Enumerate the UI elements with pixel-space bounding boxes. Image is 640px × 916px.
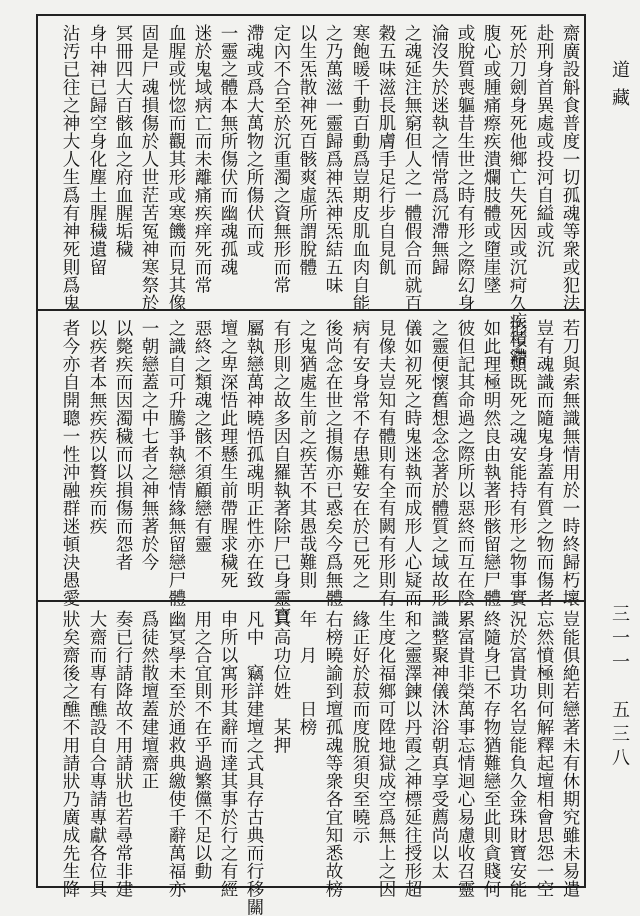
text-column: 大齋而專有醮設自合專請專獻各位具 [87, 610, 107, 898]
text-column: 固是尸魂損傷於人世茫苦冤神寒祭於 [139, 24, 159, 312]
text-column: 豈能俱絶若戀著未有休期究雖未易遣 [560, 610, 580, 898]
text-column: 以疾者本無疾疾以贅疾而疾 [87, 319, 107, 535]
text-column: 生度化福鄉可陞地獄成空爲無上之因 [376, 610, 396, 898]
text-column: 緣正好於菽而度脫須臾至曉示 [350, 610, 370, 844]
text-column: 惡終之類魂之骸不須顧戀有靈 [192, 319, 212, 553]
text-column: 見像夫豈知有體則有全有闕有形則有 [376, 319, 396, 607]
text-column: 一朝戀蓋之中七者之神無著於今 [139, 319, 159, 571]
text-column: 之魂延注無窮但人之一體假合而就百 [402, 24, 422, 312]
text-column: 右榜曉諭到壇孤魂等衆各宜知悉故榜 [323, 610, 343, 898]
text-column: 識整聚神儀沐浴朝真享受薦尚以太 [429, 610, 449, 880]
text-column: 或脫質喪軀昔生世之時有形之際幻身 [455, 24, 475, 312]
text-column: 齋廣設斛食普度一切孤魂等衆或犯法 [560, 24, 580, 312]
text-column: 形之類既死之魂安能持有形之物事實 [507, 319, 527, 607]
text-column: 累富貴非榮萬事忘情迴心易慮收召靈 [455, 610, 475, 898]
text-column: 穀五味滋長肌膚手足行步自見飢 [376, 24, 396, 276]
text-column: 一靈之體本無所傷伏而幽魂孤魂 [218, 24, 238, 276]
text-column: 狀矣齋後之醮不用請狀乃廣成先生降 [60, 610, 80, 898]
text-column: 死於刀劍身死他鄉亡失死因或沉疴久疾積滯 [507, 24, 527, 366]
text-column: 凡中 竊詳建壇之式具存古典而行移關 [244, 610, 264, 916]
text-column: 之鬼猶處生前之疾苦不其愚哉難則 [297, 319, 317, 589]
text-column: 寒飽暖千動百動爲豈期皮肌血肉自能 [350, 24, 370, 312]
text-column: 年 月 日榜 [297, 610, 317, 736]
text-column: 幽冥學未至於通救典繳使千辭萬福亦 [166, 610, 186, 898]
text-column: 身中神已歸空身化塵土腥穢遺留 [87, 24, 107, 276]
text-column: 迷於鬼域病亡而未離痛疾痒死而常 [192, 24, 212, 294]
upper-register [38, 16, 584, 366]
side-header: 道藏 [609, 60, 630, 116]
text-column: 之乃萬滋一靈歸爲神炁神炁結五味 [323, 24, 343, 294]
text-column: 爲徒然散壇蓋建壇齋正 [139, 610, 159, 790]
text-column: 用之合宜則不在乎過繁儻不足以動 [192, 610, 212, 880]
text-column: 腹心或腫痛瘵疾潰爛肢體或墮崖墜 [481, 24, 501, 294]
text-column: 冥冊四大百骸血之府血腥垢穢 [113, 24, 133, 258]
text-column: 之靈便懷舊想念念著於體質之域故形 [429, 319, 449, 607]
text-column: 病有安身常不存患難安在於已死之 [350, 319, 370, 589]
text-column: 者今亦自開聰一性沖融群迷頓決愚愛 [60, 319, 80, 607]
text-column: 和之靈澤鍊以丹霞之神標延往授形超 [402, 610, 422, 898]
text-column: 彼但記其命過之際所以惡終而互在陰 [455, 319, 475, 607]
text-column: 沾汚已往之神大人生爲有神死則爲鬼 [60, 24, 80, 312]
text-column: 忘然憤極則何解釋起壇相會思怨一空 [534, 610, 554, 898]
text-column: 申所以寓形其辭而達其事於行之有經 [218, 610, 238, 898]
text-column: 具高功位姓 某押 [271, 610, 291, 754]
page-number: 三一一 五三八 [609, 604, 630, 772]
text-column: 如此理極明然良由執著形骸留戀尸體 [481, 319, 501, 607]
text-column: 儀如初死之時鬼迷執而成形人心疑而 [402, 319, 422, 607]
text-column: 況於富貴功名豈能負久金珠財寶安能 [507, 610, 527, 898]
text-column: 屬執戀萬神曉悟孤魂明正性亦在致 [244, 319, 264, 589]
text-column: 豈有魂識而隨鬼身蓋有質之物而傷者 [534, 319, 554, 607]
middle-register [38, 309, 584, 625]
text-column: 以斃疾而因濁穢而以損傷而怨者 [113, 319, 133, 571]
text-column: 淪沒失於迷執之情常爲沉滯無歸 [429, 24, 449, 276]
text-column: 定內不合至於沉重濁之資無形而常 [271, 24, 291, 294]
text-column: 終隨身已不存物猶難戀至此則貪賤何 [481, 610, 501, 898]
text-column: 若刀與索無識無情用於一時終歸朽壞 [560, 319, 580, 607]
text-column: 壇之卑深悟此理懸生前帶腥求穢死 [218, 319, 238, 589]
text-column: 以生炁散神死百骸爽虛所謂脫體 [297, 24, 317, 276]
text-column: 血腥或恍惚而觀其形或寒饑而見其像 [166, 24, 186, 312]
text-column: 有形則之故多因自羅執著除尸已身靈寶 [271, 319, 291, 625]
text-column: 滯魂或爲大萬物之所傷伏而或 [244, 24, 264, 258]
text-column: 之識自可升騰爭執戀情緣無留戀尸體 [166, 319, 186, 607]
text-column: 赴刑身首異處或投河自縊或沉 [534, 24, 554, 258]
text-frame [36, 14, 586, 916]
lower-register [38, 600, 584, 916]
text-column: 奏已行請降故不用請狀也若尋常非建 [113, 610, 133, 898]
text-column: 後尚念在世之損傷亦已惑矣今爲無體 [323, 319, 343, 607]
